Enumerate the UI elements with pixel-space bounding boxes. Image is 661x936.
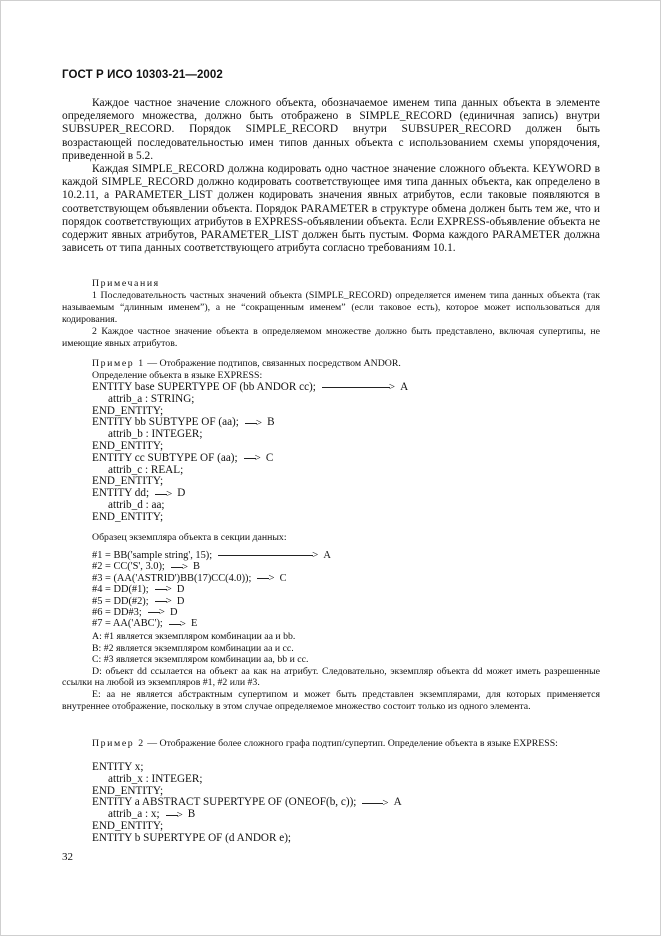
- example-1-instance-line-text: #5 = DD(#2);: [92, 595, 149, 607]
- example-1-instance-arrow-target: D: [176, 595, 185, 607]
- example-1-code-arrow-target: D: [177, 487, 186, 500]
- arrow-icon: >: [362, 798, 388, 809]
- example-1-code-arrow-target: B: [267, 416, 275, 429]
- explanation-c: C: #3 является экземпляром комбинации aa, bb и cc.: [92, 654, 309, 666]
- arrow-icon: >: [148, 607, 165, 618]
- example-1-subtitle: Определение объекта в языке EXPRESS:: [92, 369, 263, 381]
- arrow-icon: >: [171, 562, 188, 573]
- example-1-instances: [92, 550, 331, 630]
- example-1-instance-line-text: #4 = DD(#1);: [92, 584, 149, 596]
- arrow-icon: >: [218, 550, 318, 561]
- explanation-a: A: #1 является экземпляром комбинации aa и bb.: [92, 631, 296, 642]
- example-1-instance-arrow-target: C: [279, 572, 287, 584]
- example-1-heading: [92, 358, 600, 382]
- example-1-code-line: [92, 453, 408, 465]
- example-2-code-line-text: ENTITY b SUPERTYPE OF (d ANDOR e);: [92, 831, 292, 844]
- example-2-code-line-text: ENTITY x;: [92, 761, 144, 773]
- example-2-code: [92, 762, 402, 845]
- example-1-code-line: [92, 512, 408, 524]
- example-1-instance-line: [92, 596, 331, 607]
- example-2-code-arrow-target: A: [393, 796, 402, 809]
- example-2-code-line: [92, 821, 402, 833]
- example-2-title: — Отображение более сложного графа подтип/супертип. Определение объекта в языке EXPRESS:: [144, 738, 558, 749]
- example-2-code-line-text: attrib_a : x;: [108, 808, 160, 821]
- notes-heading: Примечания: [92, 278, 160, 289]
- arrow-icon: >: [322, 382, 395, 393]
- example-1-code-line-text: attrib_d : aa;: [108, 498, 165, 511]
- example-1-code-line-text: END_ENTITY;: [92, 475, 164, 488]
- example-1-instance-line-text: #2 = CC('S', 3.0);: [92, 561, 165, 573]
- example-1-code-arrow-target: A: [400, 381, 409, 393]
- example-1-code-line-text: ENTITY dd;: [92, 487, 150, 500]
- example-1-explanations: [62, 631, 600, 712]
- arrow-icon: >: [257, 573, 274, 584]
- example-1-code-line: [92, 394, 408, 406]
- example-1-label: Пример 1: [92, 358, 145, 369]
- example-1-instance-arrow-target: D: [176, 584, 185, 596]
- example-2-code-line-text: attrib_x : INTEGER;: [108, 772, 203, 785]
- example-1-code-line-text: ENTITY cc SUBTYPE OF (aa);: [92, 451, 238, 464]
- arrow-icon: >: [155, 596, 172, 607]
- example-1-instance-line-text: #3 = (AA('ASTRID')BB(17)CC(4.0));: [92, 572, 252, 584]
- example-1-instance-arrow-target: A: [323, 550, 331, 561]
- example-1-instance-line-text: #7 = AA('ABC');: [92, 618, 163, 630]
- example-1-instance-arrow-target: D: [169, 606, 178, 618]
- example-1-instance-line: [92, 607, 331, 618]
- explanation-e: E: aa не является абстрактным супертипом и может быть представлен экземплярами, для которых применяется внутреннее отображение, поскольку в этом случае определяемое множество состоит только из одного элемента.: [62, 688, 600, 712]
- example-1-instance-arrow-target: B: [193, 561, 200, 573]
- example-1-code-line-text: END_ENTITY;: [92, 439, 164, 452]
- example-2-heading: [62, 738, 600, 750]
- notes-section: [62, 278, 600, 349]
- example-1-instance-line: [92, 561, 331, 572]
- paragraph-2: Каждая SIMPLE_RECORD должна кодировать одно частное значение сложного объекта. KEYWORD в каждой SIMPLE_RECORD должно кодировать соответствующее имя типа данных объекта, как определено в 10.2.11, а PARAMETER_LIST должен кодировать значения явных атрибутов, если таковые появляются в соответствующем объявлении объекта. Порядок PARAMETER в структуре обмена должен быть тем же, что и порядок соответствующих атрибутов в EXPRESS-объявлении объекта. Если EXPRESS-объявление объекта не содержит явных атрибутов, PARAMETER_LIST должен быть пустым. Форма каждого PARAMETER должна зависеть от типа данных соответствующего атрибута согласно требованиям 10.1.: [62, 163, 600, 255]
- explanation-d: D: объект dd ссылается на объект aa как на атрибут. Следовательно, экземпляр объекта dd может иметь разрешенные ссылки на любой из экземпляров #1, #2 или #3.: [62, 665, 600, 689]
- example-1-code: [92, 382, 408, 524]
- explanation-b: B: #2 является экземпляром комбинации aa и cc.: [92, 642, 294, 654]
- arrow-icon: >: [166, 810, 183, 821]
- example-2-code-line-text: END_ENTITY;: [92, 819, 164, 832]
- example-1-instance-line-text: #6 = DD#3;: [92, 606, 142, 618]
- example-1-code-line-text: attrib_a : STRING;: [108, 392, 195, 405]
- example-1-code-line: [92, 500, 408, 512]
- example-1-title: — Отображение подтипов, связанных посредством ANDOR.: [144, 358, 401, 369]
- note-2: 2 Каждое частное значение объекта в определяемом множестве должно быть представлено, включая супертипы, не имеющие явных атрибутов.: [62, 325, 600, 349]
- paragraph-1: Каждое частное значение сложного объекта, обозначаемое именем типа данных объекта в элементе определяемого множества, должно быть отображено в SIMPLE_RECORD (единичная запись) внутри SUBSUPER_RECORD. Порядок SIMPLE_RECORD внутри SUBSUPER_RECORD должен быть возрастающей последовательностью имен типов данных объекта с использованием схемы упорядочения, приведенной в 5.2.: [62, 97, 600, 162]
- arrow-icon: >: [155, 584, 172, 595]
- example-1-code-line-text: END_ENTITY;: [92, 404, 164, 417]
- example-1-instance-line: [92, 550, 331, 561]
- arrow-icon: >: [155, 489, 172, 500]
- example-2-code-line-text: ENTITY a ABSTRACT SUPERTYPE OF (ONEOF(b, c));: [92, 796, 357, 809]
- example-1-code-arrow-target: C: [265, 451, 274, 464]
- example-2-code-arrow-target: B: [187, 808, 196, 821]
- example-1-code-line-text: attrib_b : INTEGER;: [108, 428, 203, 441]
- instances-title: Образец экземпляра объекта в секции данных:: [92, 532, 287, 543]
- example-2-code-line: [92, 833, 402, 845]
- arrow-icon: >: [245, 418, 262, 429]
- example-1-code-line-text: ENTITY bb SUBTYPE OF (aa);: [92, 416, 239, 429]
- example-1-instance-arrow-target: E: [191, 618, 198, 630]
- example-1-code-line: [92, 441, 408, 453]
- example-1-code-line-text: ENTITY base SUPERTYPE OF (bb ANDOR cc);: [92, 381, 316, 393]
- note-1: 1 Последовательность частных значений объекта (SIMPLE_RECORD) определяется именем типа данных объекта (так называемым “длинным именем”), а не “сокращенным именем” (если таковое есть), которое может использоваться для кодирования.: [62, 289, 600, 325]
- example-1-instance-line: [92, 573, 331, 584]
- example-1-instance-line: [92, 584, 331, 595]
- example-2-code-line-text: END_ENTITY;: [92, 784, 164, 797]
- example-1-instance-line: [92, 618, 331, 629]
- arrow-icon: >: [169, 619, 186, 630]
- arrow-icon: >: [244, 453, 261, 464]
- example-2-label: Пример 2: [92, 738, 145, 749]
- example-2-code-line: [92, 774, 402, 786]
- example-1-code-line-text: END_ENTITY;: [92, 510, 164, 523]
- page-number: 32: [62, 851, 73, 863]
- example-1-instance-line-text: #1 = BB('sample string', 15);: [92, 550, 213, 561]
- body-paragraphs: [62, 97, 600, 255]
- document-header: ГОСТ Р ИСО 10303-21—2002: [62, 69, 223, 81]
- example-1-code-line-text: attrib_c : REAL;: [108, 463, 184, 476]
